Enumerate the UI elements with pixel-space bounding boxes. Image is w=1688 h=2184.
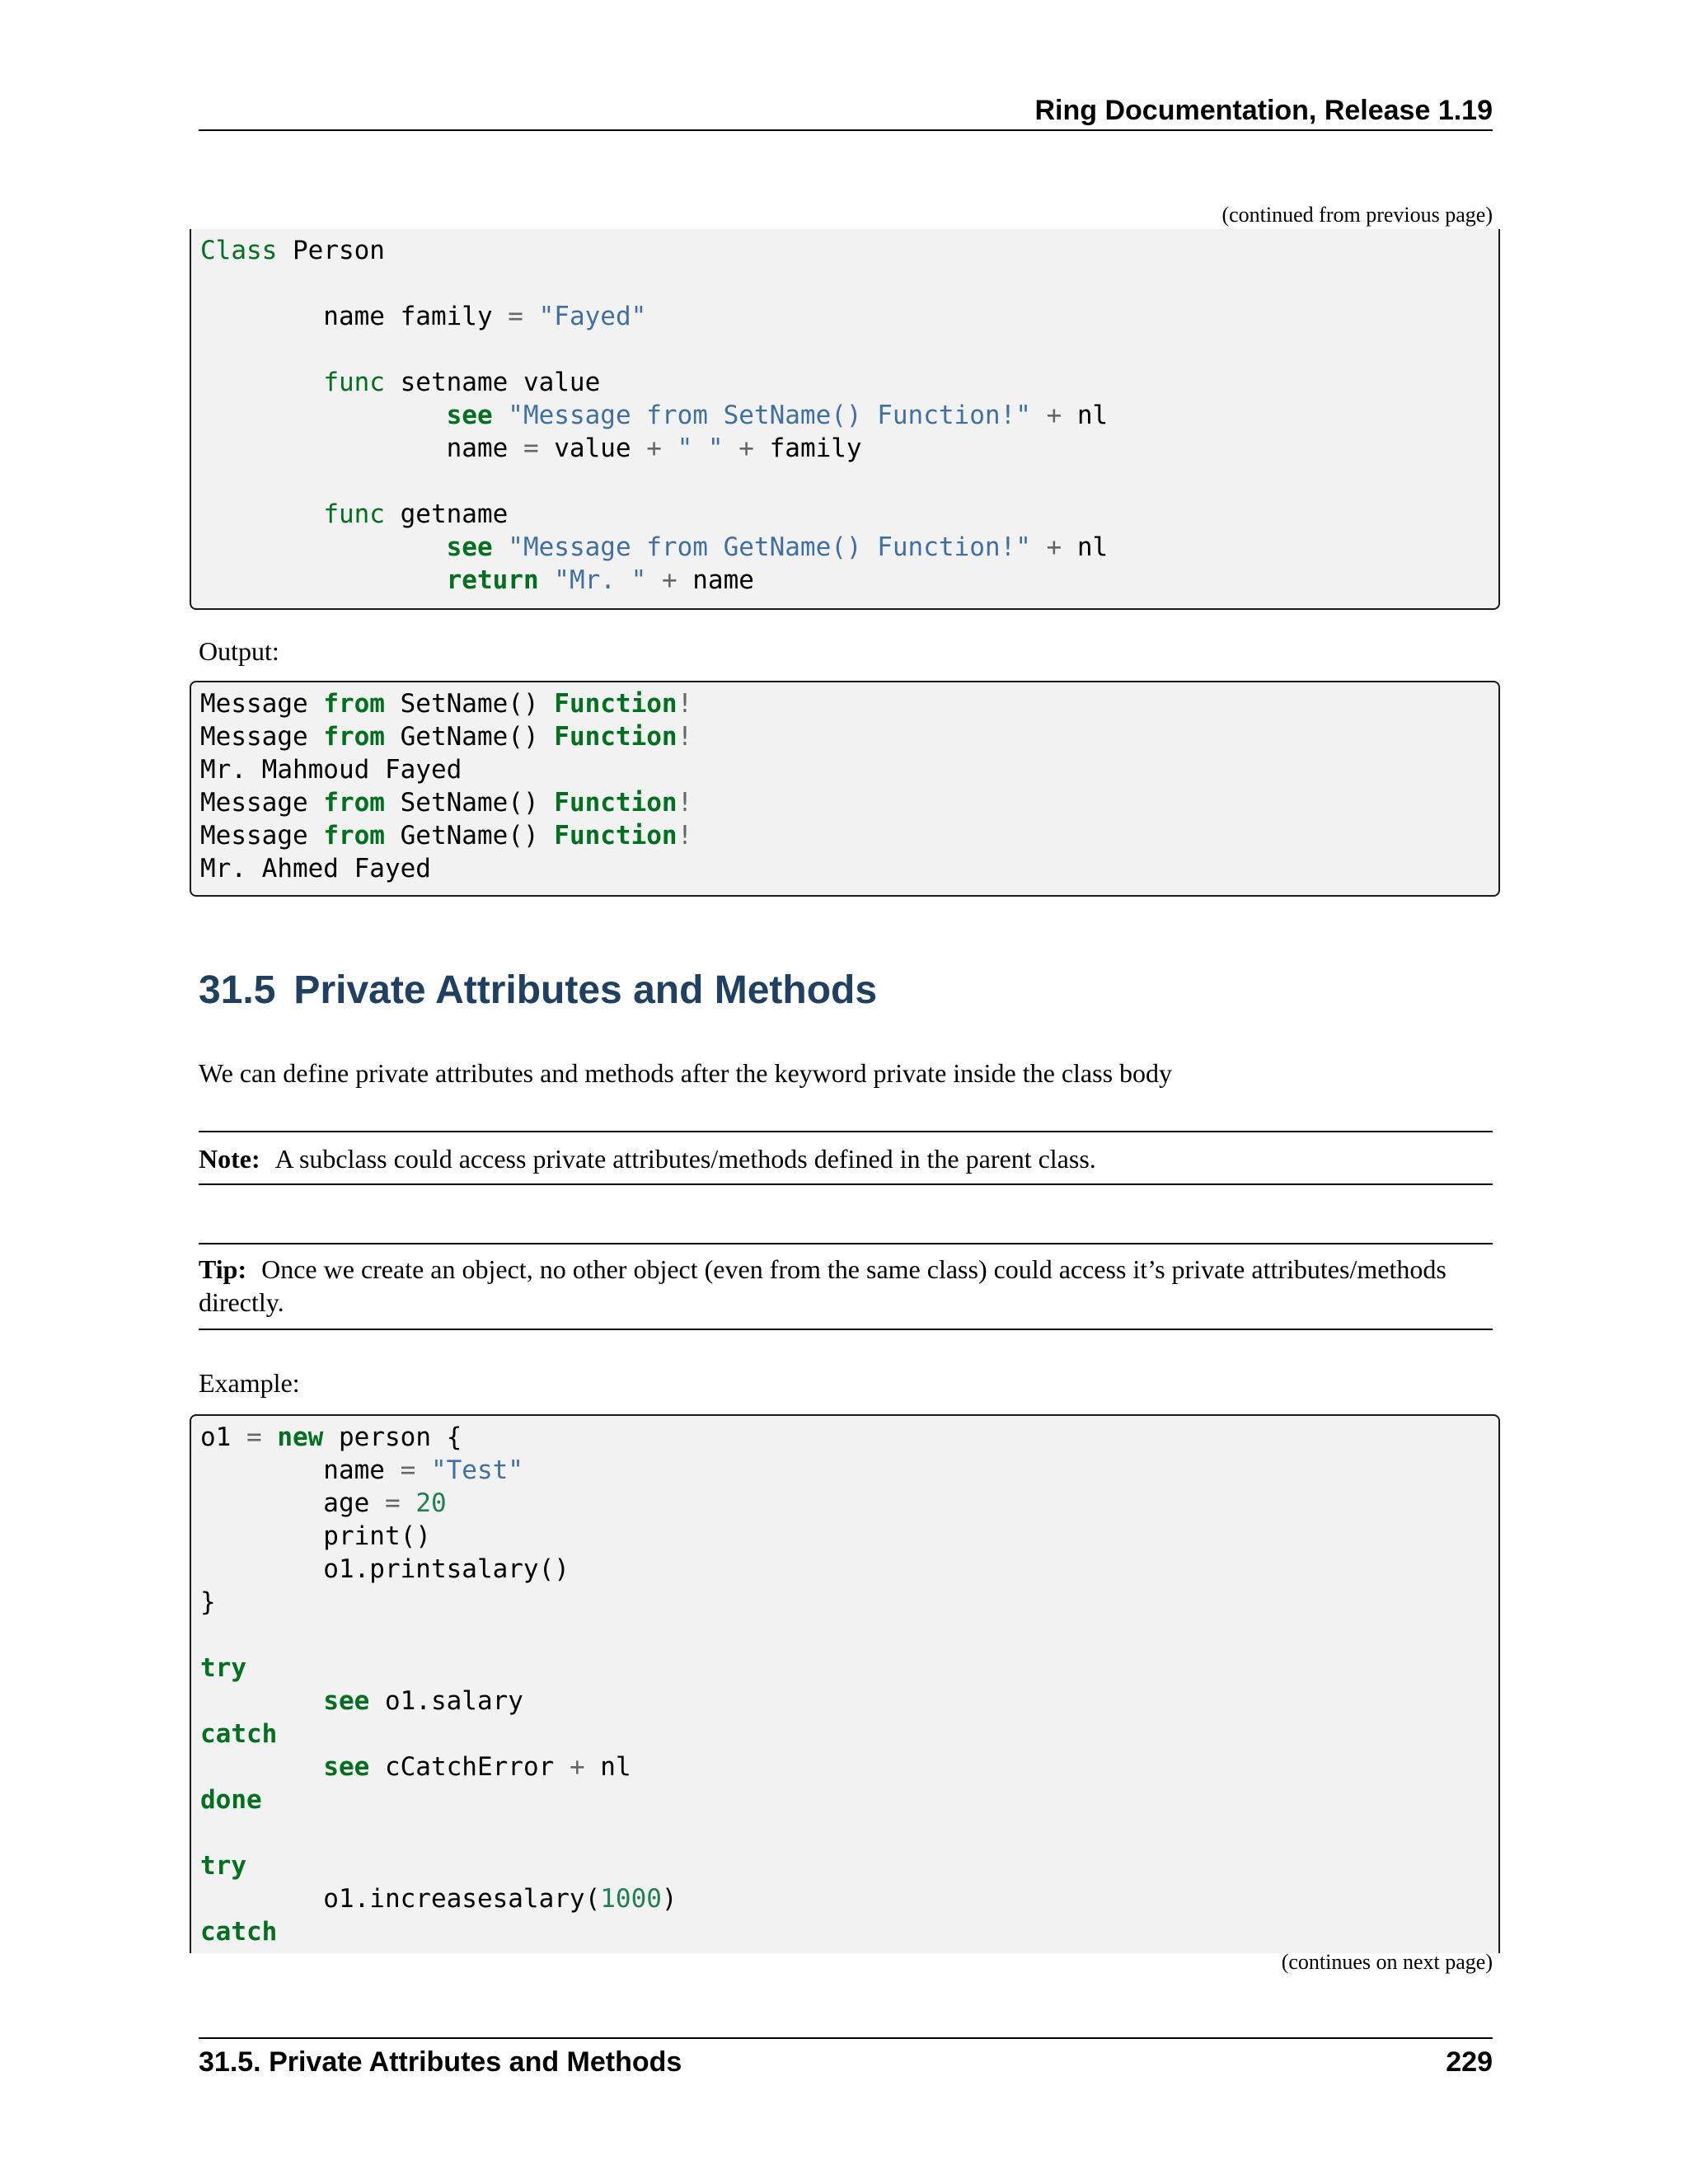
tip-text: Once we create an object, no other object (even from the same class) could access it’s private attributes/methods directly. <box>199 1254 1447 1317</box>
code-token: Function <box>554 821 678 851</box>
code-token: ! <box>677 722 693 752</box>
code-token: o1.printsalary() <box>200 1554 570 1584</box>
code-token: 20 <box>415 1488 447 1518</box>
code-token: + <box>569 1752 585 1782</box>
code-token <box>262 1422 278 1452</box>
code-token: + <box>1046 532 1062 562</box>
code-line <box>200 399 1498 432</box>
code-token: func <box>323 368 385 397</box>
code-token: = <box>508 302 523 331</box>
code-token: "Test" <box>430 1455 523 1485</box>
code-token: try <box>200 1851 246 1881</box>
code-line <box>200 1849 1498 1882</box>
code-token: try <box>200 1653 246 1683</box>
code-token <box>539 565 555 595</box>
section-heading <box>199 966 877 1015</box>
code-token: Mr. Ahmed Fayed <box>200 854 431 883</box>
code-line <box>200 1652 1498 1685</box>
running-header: Ring Documentation, Release 1.19 <box>1034 95 1493 126</box>
code-line <box>200 1685 1498 1718</box>
footer-rule <box>199 2037 1493 2039</box>
code-line <box>200 1816 1498 1849</box>
code-token: person { <box>323 1422 462 1452</box>
code-token: Function <box>554 689 678 719</box>
code-token <box>662 434 678 463</box>
code-token: see <box>323 1752 370 1782</box>
code-token: getname <box>384 499 509 529</box>
continued-from-label: (continued from previous page) <box>1221 203 1493 227</box>
code-line <box>200 1487 1498 1520</box>
code-line <box>200 819 1498 852</box>
code-line <box>200 267 1498 300</box>
code-line <box>200 1520 1498 1553</box>
code-token: setname value <box>384 368 601 397</box>
tip-label: Tip: <box>199 1254 247 1284</box>
code-token: "Message from SetName() Function!" <box>508 401 1031 430</box>
code-token <box>200 499 323 529</box>
code-token: from <box>323 722 385 752</box>
code-token: o1.increasesalary( <box>200 1884 601 1914</box>
code-token: nl <box>584 1752 631 1782</box>
code-token: ! <box>677 821 693 851</box>
code-token <box>401 1488 416 1518</box>
code-token: catch <box>200 1917 278 1947</box>
code-token: = <box>400 1455 416 1485</box>
code-token: 1000 <box>600 1884 662 1914</box>
code-token <box>200 401 447 430</box>
running-footer <box>199 2044 1493 2080</box>
code-token: o1 <box>200 1422 246 1452</box>
code-token <box>724 434 739 463</box>
code-token: "Fayed" <box>538 302 647 331</box>
code-token: + <box>661 565 678 595</box>
document-page <box>199 0 1493 2184</box>
code-token <box>200 1686 323 1716</box>
code-token: ! <box>677 788 693 818</box>
code-token: return <box>446 565 539 595</box>
code-line <box>200 753 1498 786</box>
code-token: from <box>323 821 385 851</box>
code-line <box>200 1421 1498 1454</box>
code-token: cCatchError <box>369 1752 570 1782</box>
code-token: name <box>677 565 754 595</box>
code-line <box>200 1718 1498 1750</box>
code-token: } <box>200 1587 216 1617</box>
code-token: Function <box>554 788 678 818</box>
code-token: from <box>323 689 385 719</box>
code-token: SetName() <box>384 788 555 818</box>
code-token: nl <box>1062 532 1109 562</box>
code-line <box>200 786 1498 819</box>
code-token: Message <box>200 788 324 818</box>
tip-body <box>199 1253 1493 1319</box>
code-token: see <box>446 532 493 562</box>
code-line <box>200 1915 1498 1948</box>
code-token: ) <box>661 1884 678 1914</box>
code-token: = <box>384 1488 401 1518</box>
code-token: ! <box>677 689 693 719</box>
code-token: see <box>446 401 493 430</box>
code-line <box>200 687 1498 720</box>
code-line <box>200 1783 1498 1816</box>
code-token <box>493 532 509 562</box>
code-token: func <box>323 499 385 529</box>
code-token: o1.salary <box>369 1686 523 1716</box>
note-body <box>199 1142 1493 1175</box>
code-line <box>200 432 1498 465</box>
code-token: Class <box>200 236 278 265</box>
code-token <box>200 1752 323 1782</box>
code-token: SetName() <box>384 689 555 719</box>
page-number: 229 <box>1446 2046 1493 2078</box>
code-token: + <box>1046 401 1062 430</box>
code-token <box>200 565 447 595</box>
code-token: Message <box>200 689 324 719</box>
code-block-example[interactable] <box>190 1414 1500 1953</box>
tip-admonition <box>199 1243 1493 1330</box>
note-label: Note: <box>199 1144 260 1174</box>
code-token <box>1031 401 1047 430</box>
code-line <box>200 333 1498 366</box>
code-token: + <box>646 434 662 463</box>
code-token: family <box>753 434 862 463</box>
code-token: " " <box>677 434 724 463</box>
code-token: GetName() <box>384 821 555 851</box>
code-token: print() <box>200 1521 431 1551</box>
code-token: Message <box>200 722 324 752</box>
code-token <box>200 532 447 562</box>
code-token: Message <box>200 821 324 851</box>
code-line <box>200 1553 1498 1586</box>
intro-paragraph: We can define private attributes and methods after the keyword private inside the class body <box>199 1058 1173 1088</box>
code-token: see <box>323 1686 370 1716</box>
code-token: catch <box>200 1719 278 1749</box>
code-line <box>200 1619 1498 1652</box>
output-label: Output: <box>199 636 279 666</box>
code-line <box>200 564 1498 597</box>
code-token: name family <box>200 302 509 331</box>
continues-label: (continues on next page) <box>1281 1950 1493 1974</box>
code-token: age <box>200 1488 385 1518</box>
section-number: 31.5 <box>199 968 276 1012</box>
code-token: done <box>200 1785 262 1815</box>
code-token: GetName() <box>384 722 555 752</box>
code-line <box>200 498 1498 531</box>
code-line <box>200 1750 1498 1783</box>
footer-section: 31.5. Private Attributes and Methods <box>199 2046 682 2078</box>
code-token: name <box>200 1455 401 1485</box>
code-token: "Message from GetName() Function!" <box>508 532 1031 562</box>
code-line <box>200 1586 1498 1619</box>
code-line <box>200 1882 1498 1915</box>
code-token <box>493 401 509 430</box>
note-text: A subclass could access private attributes/methods defined in the parent class. <box>274 1144 1096 1174</box>
code-token: Mr. Mahmoud Fayed <box>200 755 462 785</box>
code-line <box>200 852 1498 885</box>
code-line <box>200 366 1498 399</box>
code-token: + <box>738 434 754 463</box>
code-token: new <box>277 1422 324 1452</box>
code-line <box>200 1454 1498 1487</box>
code-token: "Mr. " <box>554 565 647 595</box>
code-token: value <box>538 434 647 463</box>
code-token: = <box>246 1422 262 1452</box>
code-token <box>646 565 662 595</box>
note-admonition <box>199 1131 1493 1185</box>
code-block-output[interactable] <box>190 681 1500 897</box>
code-token <box>523 302 539 331</box>
code-token: Person <box>277 236 385 265</box>
code-token: nl <box>1062 401 1109 430</box>
code-token: name <box>200 434 523 463</box>
code-line <box>200 720 1498 753</box>
section-title: Private Attributes and Methods <box>293 968 878 1012</box>
example-label: Example: <box>199 1368 300 1398</box>
code-line <box>200 531 1498 564</box>
code-block-class-person[interactable] <box>190 229 1500 610</box>
code-line <box>200 300 1498 333</box>
code-token <box>1031 532 1047 562</box>
code-line <box>200 234 1498 267</box>
code-token: Function <box>554 722 678 752</box>
code-token <box>200 368 323 397</box>
header-rule <box>199 129 1493 131</box>
code-token <box>415 1455 431 1485</box>
code-token: from <box>323 788 385 818</box>
code-line <box>200 465 1498 498</box>
code-token: = <box>523 434 539 463</box>
